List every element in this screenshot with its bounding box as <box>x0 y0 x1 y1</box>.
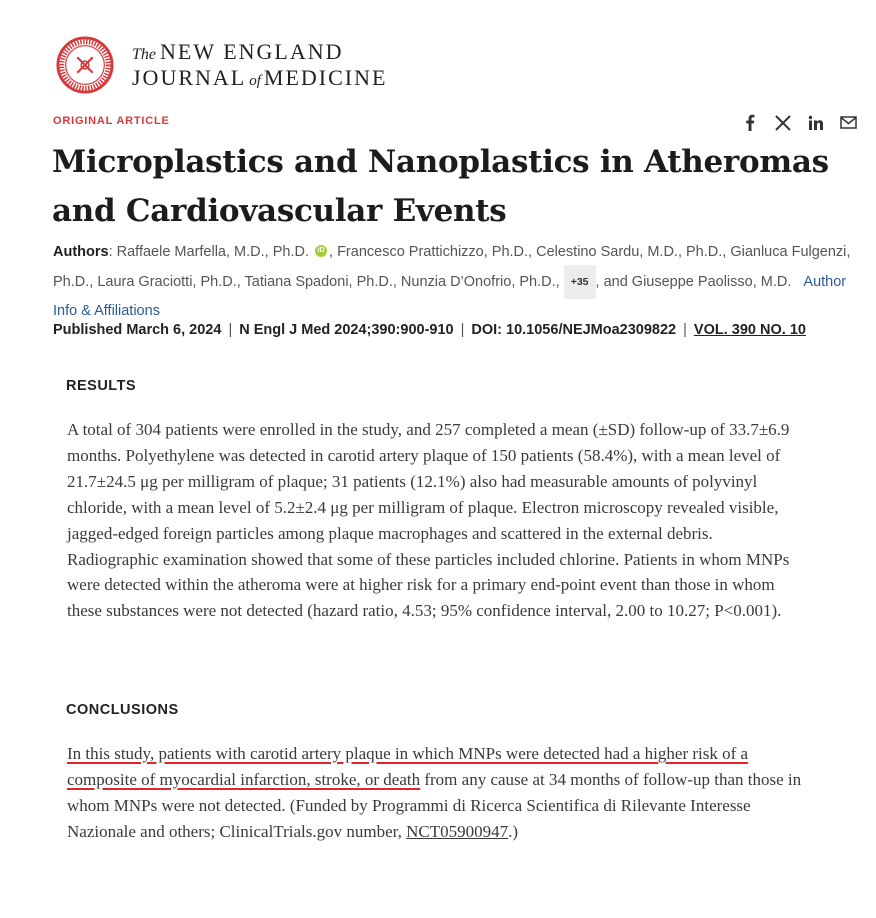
results-heading: RESULTS <box>66 378 137 394</box>
authors-label: Authors <box>53 244 109 260</box>
nejm-seal-logo <box>56 36 114 94</box>
authors-middle: , Francesco Prattichizzo, Ph.D., Celestino Sardu, M.D., Ph.D., Gianluca Fulgenzi, Ph.D., Laura Graciotti, Ph.D., Tatiana Spadoni, Ph.D., Nunzia D’Onofrio, Ph.D., <box>53 244 851 290</box>
divider: | <box>683 322 687 338</box>
divider: | <box>460 322 465 338</box>
x-icon[interactable] <box>773 113 792 132</box>
results-text: A total of 304 patients were enrolled in the study, and 257 completed a mean (±SD) follow-up of 33.7±6.9 months. Polyethylene was detected in carotid artery plaque of 150 patients (58.4%), with a mean level of 21.7±24.5 μg per milligram of plaque; 31 patients (12.1%) also had measurable amounts of polyvinyl chloride, with a mean level of 5.2±2.4 μg per milligram of plaque. Electron microscopy revealed visible, jagged-edged foreign particles among plaque macrophages and scattered in the external debris. Radiographic examination showed that some of these particles included chlorine. Patients in whom MNPs were detected within the atheroma were at higher risk for a primary end-point event than those in whom these substances were not detected (hazard ratio, 4.53; 95% confidence interval, 2.00 to 10.27; P<0.001). <box>67 420 790 621</box>
article-title: Microplastics and Nanoplastics in Atheromas and Cardiovascular Events <box>52 144 829 229</box>
conclusions-heading: CONCLUSIONS <box>66 702 179 718</box>
wordmark-journal: JOURNAL <box>132 65 247 90</box>
highlighted-conclusion: In this study, patients with carotid artery plaque in which MNPs were detected had a higher risk of a composite of myocardial infarction, stroke, or death <box>67 744 749 789</box>
volume-link[interactable]: VOL. 390 NO. 10 <box>693 322 806 338</box>
conclusions-rest: from any cause at 34 months of follow-up than those in whom MNPs were not detected. (Funded by Programmi di Ricerca Scientifica di Rilevante Interesse Nazionale and others; ClinicalTrials.gov number, <box>67 769 802 841</box>
publication-info <box>53 322 806 338</box>
wordmark-the: The <box>132 46 156 63</box>
more-authors-button[interactable]: +35 <box>564 265 596 300</box>
author-affiliations-link[interactable]: Author Info & Affiliations <box>53 273 847 319</box>
authors-last: , and Giuseppe Paolisso, M.D. <box>595 273 792 290</box>
journal-masthead[interactable] <box>56 36 387 94</box>
linkedin-icon[interactable] <box>806 113 825 132</box>
doi: DOI: 10.1056/NEJMoa2309822 <box>471 322 677 338</box>
authors-block <box>53 240 853 324</box>
orcid-icon[interactable]: iD <box>315 245 327 257</box>
conclusions-end: .) <box>508 821 519 841</box>
article-type-label: ORIGINAL ARTICLE <box>53 115 170 127</box>
wordmark-medicine: MEDICINE <box>263 65 388 90</box>
divider: | <box>228 322 233 338</box>
clinical-trial-link[interactable]: NCT05900947 <box>406 821 509 841</box>
wordmark-of: of <box>249 73 261 89</box>
conclusions-text <box>67 741 807 845</box>
citation: N Engl J Med 2024;390:900-910 <box>239 322 454 338</box>
email-icon[interactable] <box>839 113 858 132</box>
facebook-icon[interactable] <box>740 113 759 132</box>
published-date: Published March 6, 2024 <box>53 322 222 338</box>
wordmark-new-england: NEW ENGLAND <box>160 39 344 64</box>
share-toolbar <box>740 113 858 132</box>
authors-first: : Raffaele Marfella, M.D., Ph.D. <box>108 244 309 260</box>
journal-wordmark <box>132 41 387 89</box>
